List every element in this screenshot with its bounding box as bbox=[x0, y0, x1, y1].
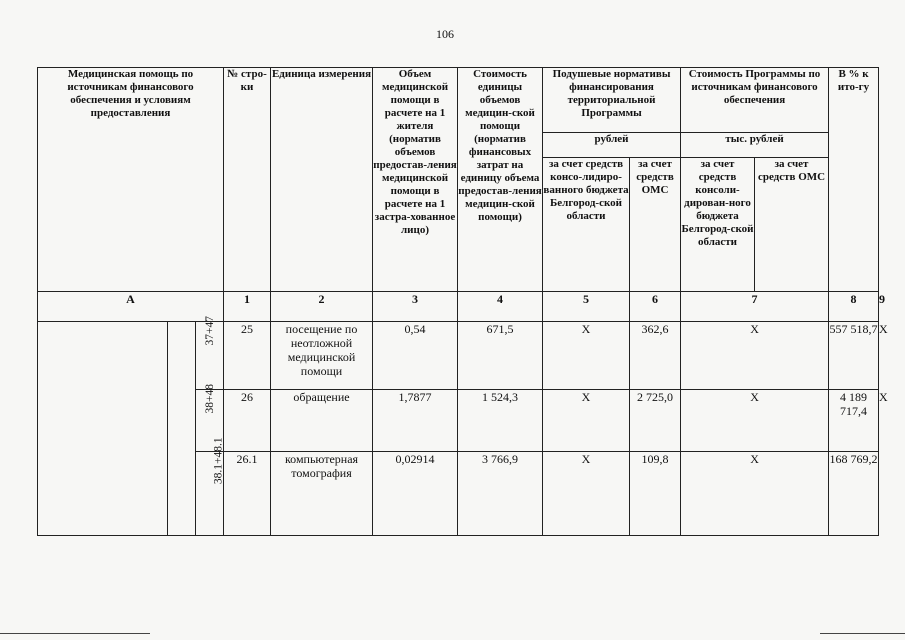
index-cell: А bbox=[38, 292, 224, 322]
index-cell: 1 bbox=[224, 292, 271, 322]
header-unit-cost: Стоимость единицы объемов медицин-ской помощи (норматив финансовых затрат на единицу объема предостав-ления медицин-ской помощи) bbox=[458, 68, 543, 292]
header-unit: Единица измерения bbox=[271, 68, 373, 292]
financing-table bbox=[37, 67, 888, 536]
index-cell: 6 bbox=[630, 292, 681, 322]
row-unit: посещение по неотложной медицинской помощи bbox=[271, 322, 373, 390]
scan-edge-left bbox=[0, 633, 150, 634]
index-row: А 1 2 3 4 5 6 7 8 9 bbox=[38, 292, 879, 322]
row-c6: 109,8 bbox=[630, 452, 681, 536]
header-row bbox=[38, 68, 879, 133]
index-cell: 7 bbox=[681, 292, 829, 322]
row-c6: 2 725,0 bbox=[630, 390, 681, 452]
row-ref: 37+47 bbox=[196, 322, 224, 390]
row-c6: 362,6 bbox=[630, 322, 681, 390]
row-number: 25 bbox=[224, 322, 271, 390]
care-type-cell bbox=[38, 322, 168, 536]
row-volume: 0,02914 bbox=[373, 452, 458, 536]
header-program-cost: Стоимость Программы по источникам финансового обеспечения bbox=[681, 68, 829, 133]
header-regional-budget-2: за счет средств консоли-дирован-ного бюджета Белгород-ской области bbox=[681, 158, 755, 292]
spacer-cell bbox=[168, 322, 196, 536]
row-c7: Х bbox=[681, 322, 829, 390]
row-c5: Х bbox=[543, 322, 630, 390]
header-oms-1: за счет средств ОМС bbox=[630, 158, 681, 292]
index-cell: 4 bbox=[458, 292, 543, 322]
row-c7: Х bbox=[681, 452, 829, 536]
table-row: 38+48 26 обращение 1,7877 1 524,3 Х 2 725,0 Х 4 189 717,4 Х bbox=[38, 390, 879, 452]
scan-edge-right bbox=[820, 633, 905, 634]
row-ref: 38.1+48.1 bbox=[196, 452, 224, 536]
row-c5: Х bbox=[543, 390, 630, 452]
units-rubles: рублей bbox=[543, 133, 681, 158]
row-number: 26 bbox=[224, 390, 271, 452]
row-volume: 1,7877 bbox=[373, 390, 458, 452]
row-unit: обращение bbox=[271, 390, 373, 452]
row-number: 26.1 bbox=[224, 452, 271, 536]
header-volume: Объем медицинской помощи в расчете на 1 жителя (норматив объемов предостав-ления медицинской помощи в расчете на 1 застра-хованное лицо) bbox=[373, 68, 458, 292]
index-cell: 5 bbox=[543, 292, 630, 322]
row-volume: 0,54 bbox=[373, 322, 458, 390]
row-c8: 4 189 717,4 bbox=[829, 390, 879, 452]
header-oms-2: за счет средств ОМС bbox=[755, 158, 829, 292]
table-row: 37+47 25 посещение по неотложной медицинской помощи 0,54 671,5 Х 362,6 Х 557 518,7 Х bbox=[38, 322, 879, 390]
row-c7: Х bbox=[681, 390, 829, 452]
header-per-capita: Подушевые нормативы финансирования территориальной Программы bbox=[543, 68, 681, 133]
header-regional-budget-1: за счет средств консо-лидиро-ванного бюджета Белгород-ской области bbox=[543, 158, 630, 292]
row-ref: 38+48 bbox=[196, 390, 224, 452]
header-percent: В % к ито-гу bbox=[829, 68, 879, 292]
index-cell: 3 bbox=[373, 292, 458, 322]
row-unit-cost: 671,5 bbox=[458, 322, 543, 390]
index-cell: 8 bbox=[829, 292, 879, 322]
row-c8: 557 518,7 bbox=[829, 322, 879, 390]
row-c8: 168 769,2 bbox=[829, 452, 879, 536]
row-unit: компьютерная томография bbox=[271, 452, 373, 536]
row-c5: Х bbox=[543, 452, 630, 536]
units-thousand-rubles: тыс. рублей bbox=[681, 133, 829, 158]
row-unit-cost: 3 766,9 bbox=[458, 452, 543, 536]
header-care-type: Медицинская помощь по источникам финансового обеспечения и условиям предоставления bbox=[38, 68, 224, 292]
index-cell: 2 bbox=[271, 292, 373, 322]
header-row-number: № стро-ки bbox=[224, 68, 271, 292]
row-unit-cost: 1 524,3 bbox=[458, 390, 543, 452]
page-number: 106 bbox=[436, 27, 454, 41]
